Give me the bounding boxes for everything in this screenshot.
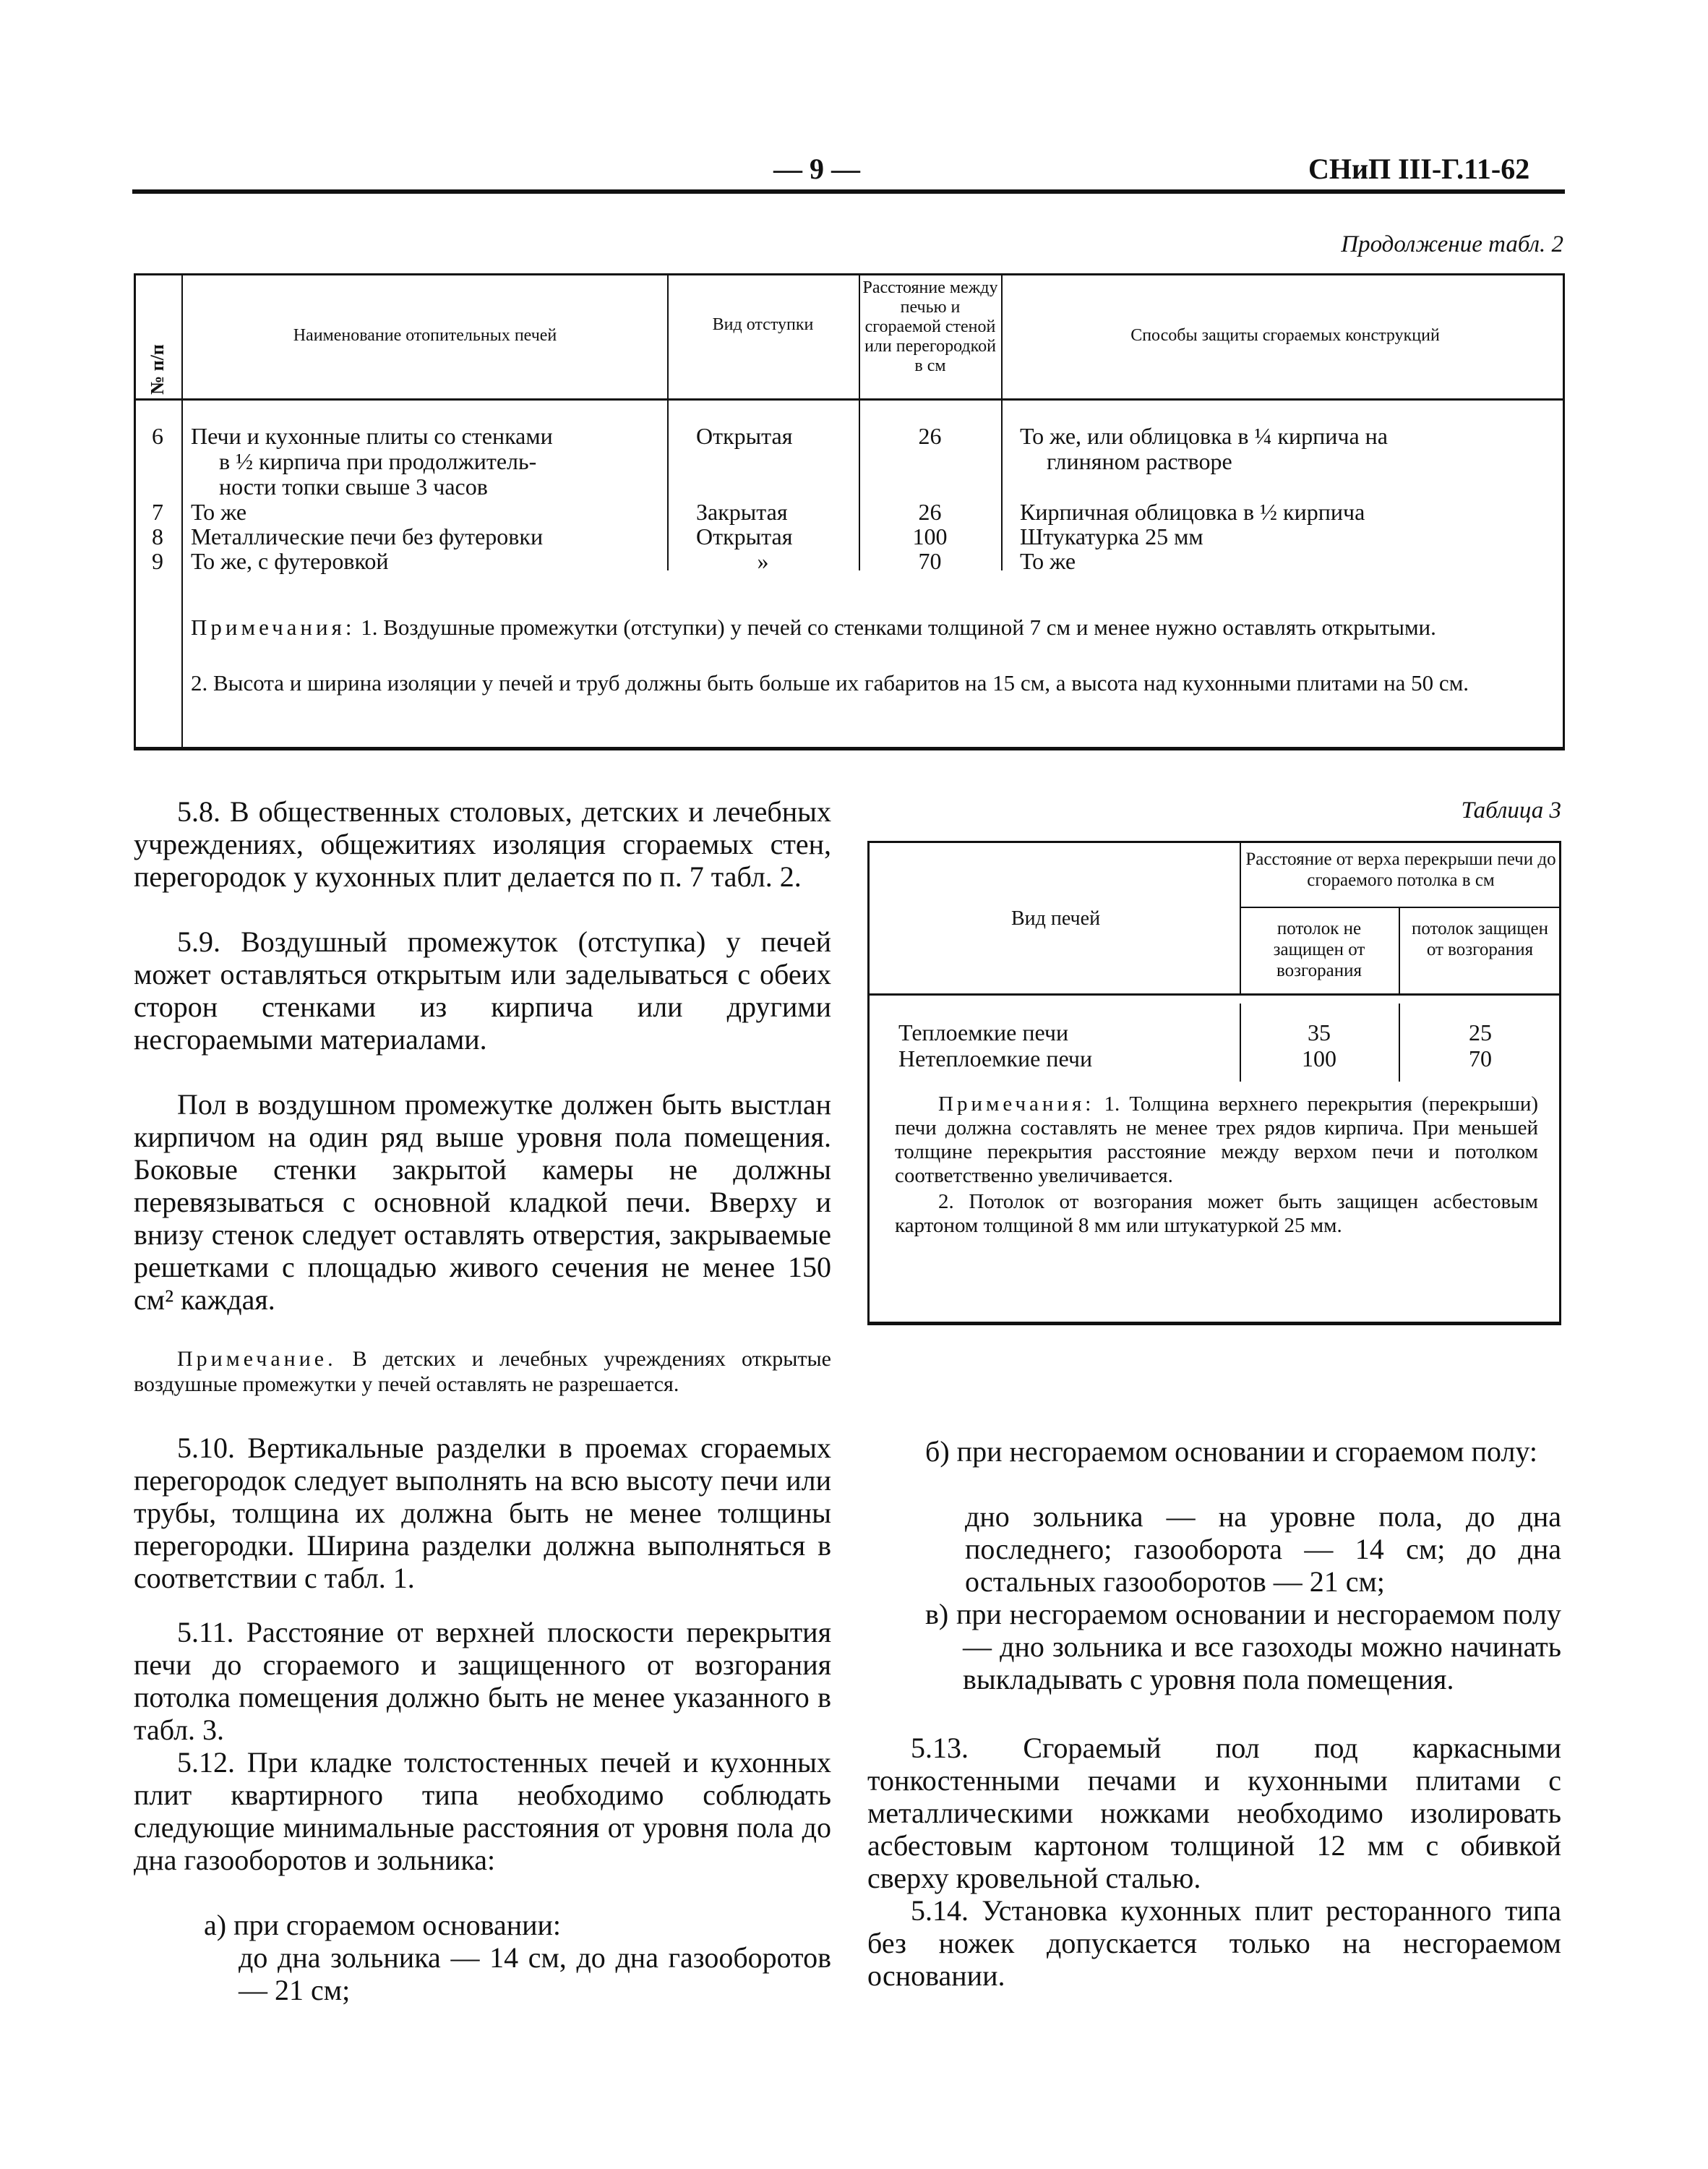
table3-row-value: 35 (1308, 1019, 1331, 1045)
column-divider (667, 275, 669, 570)
table2-continuation-label: Продолжение табл. 2 (1341, 231, 1563, 257)
table3-row-kind: Теплоемкие печи (898, 1019, 1069, 1045)
row-distance: 70 (918, 548, 942, 574)
clause-a-text: до дна зольника — 14 см, до дна газооборотов — 21 см; (239, 1941, 831, 2006)
row-clearance-type: Открытая (696, 423, 793, 449)
header-clearance-type: Вид отступки (712, 315, 814, 334)
paragraph-5-13: 5.13. Сгораемый пол под каркасными тонкостенными печами и кухонными плитами с металлическими ножками необходимо изолировать асбестовым картоном толщиной 12 мм с обивкой сверху кровельной сталью. (867, 1732, 1561, 1894)
table2-note-2: 2. Высота и ширина изоляции у печей и труб должны быть больше их габаритов на 15 см, а высота над кухонными плитами на 50 см. (191, 670, 1469, 696)
row-stove-name: То же (191, 499, 247, 525)
clause-b-text: дно зольника — на уровне пола, до дна последнего; газооборота — 14 см; до дна остальных газооборотов — 21 см; (965, 1500, 1561, 1598)
document-code: СНиП III-Г.11-62 (1308, 153, 1530, 185)
table3-header-unprotected: потолок не защищен от возгорания (1273, 919, 1365, 980)
row-protection: Кирпичная облицовка в ½ кирпича (1020, 499, 1365, 525)
row-protection: Штукатурка 25 мм (1020, 523, 1203, 549)
paragraph-5-11: 5.11. Расстояние от верхней плоскости перекрытия печи до сгораемого и защищенного от возгорания потолка помещения должно быть не менее указанного в табл. 3. (134, 1616, 831, 1746)
row-distance: 26 (918, 499, 942, 525)
header-divider (136, 398, 1563, 401)
row-protection: То же (1020, 548, 1076, 574)
row-stove-name: Печи и кухонные плиты со стенками (191, 423, 553, 449)
header-protection: Способы защиты сгораемых конструкций (1130, 326, 1440, 345)
row-protection: То же, или облицовка в ¼ кирпича на (1020, 423, 1388, 449)
clause-b: б) при несгораемом основании и сгораемом полу: (925, 1435, 1538, 1468)
table-2 (134, 273, 1565, 750)
page-number: — 9 — (773, 153, 860, 185)
paragraph-5-14: 5.14. Установка кухонных плит ресторанного типа без ножек допускается только на несгораемом основании. (867, 1894, 1561, 1992)
table3-note-2: 2. Потолок от возгорания может быть защищен асбестовым картоном толщиной 8 мм или штукатуркой 25 мм. (895, 1190, 1538, 1237)
table3-note-1: Примечания: 1. Толщина верхнего перекрытия (перекрыши) печи должна составлять не менее трех рядов кирпича. При меньшей толщине перекрытия расстояние между верхом печи и потолком соответственно увеличивается. (895, 1092, 1538, 1187)
paragraph-5-9: 5.9. Воздушный промежуток (отступка) у печей может оставляться открытым или заделываться с обеих сторон стенками из кирпича или другими несгораемыми материалами. (134, 925, 831, 1056)
row-stove-name: в ½ кирпича при продолжитель- (219, 448, 537, 474)
table3-header-kind: Вид печей (1010, 907, 1101, 930)
row-number: 6 (152, 423, 163, 449)
header-row-number: № п/п (147, 344, 168, 395)
header-stove-name: Наименование отопительных печей (293, 326, 557, 345)
table3-caption: Таблица 3 (1461, 797, 1561, 823)
table3-row-value: 100 (1302, 1045, 1336, 1071)
clause-a: а) при сгораемом основании: (204, 1909, 562, 1941)
row-stove-name: ности топки свыше 3 часов (219, 474, 488, 500)
row-number: 7 (152, 499, 163, 525)
row-clearance-type: Открытая (696, 523, 793, 549)
row-protection: глиняном растворе (1047, 448, 1232, 474)
paragraph-5-9-floor: Пол в воздушном промежутке должен быть выстлан кирпичом на один ряд выше уровня пола помещения. Боковые стенки закрытой камеры не должны перевязываться с основной кладкой печи. Вверху и внизу стенок следует оставлять отверстия, закрываемые решетками с площадью живого сечения не менее 150 см² каждая. (134, 1088, 831, 1316)
row-number: 9 (152, 548, 163, 574)
row-stove-name: Металлические печи без футеровки (191, 523, 544, 549)
table3-header-protected: потолок защищен от возгорания (1411, 919, 1548, 959)
column-divider (1001, 275, 1003, 570)
row-distance: 100 (912, 523, 948, 549)
paragraph-5-10: 5.10. Вертикальные разделки в проемах сгораемых перегородок следует выполнять на всю высоту печи или трубы, толщина их должна быть не менее толщины перегородки. Ширина разделки должна выполняться в соответствии с табл. 1. (134, 1432, 831, 1594)
header-distance: Расстояние между печью и сгораемой стеной или перегородкой в см (862, 278, 998, 375)
table-3 (867, 841, 1561, 1325)
note-children-institutions: Примечание. В детских и лечебных учреждениях открытые воздушные промежутки у печей оставлять не разрешается. (134, 1347, 831, 1396)
paragraph-5-8: 5.8. В общественных столовых, детских и лечебных учреждениях, общежитиях изоляция сгораемых стен, перегородок у кухонных плит делается по п. 7 табл. 2. (134, 795, 831, 893)
row-number: 8 (152, 523, 163, 549)
row-clearance-type: Закрытая (696, 499, 788, 525)
paragraph-5-12: 5.12. При кладке толстостенных печей и кухонных плит квартирного типа необходимо соблюдать следующие минимальные расстояния от уровня пола до дна газооборотов и зольника: (134, 1746, 831, 1876)
clause-v: в) при несгораемом основании и несгораемом полу — дно зольника и все газоходы можно начинать выкладывать с уровня пола помещения. (925, 1598, 1561, 1695)
table2-note-1: Примечания: 1. Воздушные промежутки (отступки) у печей со стенками толщиной 7 см и менее нужно оставлять открытыми. (191, 615, 1436, 640)
table3-row-value: 25 (1469, 1019, 1492, 1045)
table3-row-kind: Нетеплоемкие печи (898, 1045, 1093, 1071)
row-distance: 26 (918, 423, 942, 449)
row-clearance-type: » (757, 548, 769, 574)
table3-row-value: 70 (1469, 1045, 1492, 1071)
table3-header-group: Расстояние от верха перекрыши печи до сгораемого потолка в см (1245, 850, 1556, 890)
header-rule (132, 189, 1565, 194)
row-stove-name: То же, с футеровкой (191, 548, 389, 574)
